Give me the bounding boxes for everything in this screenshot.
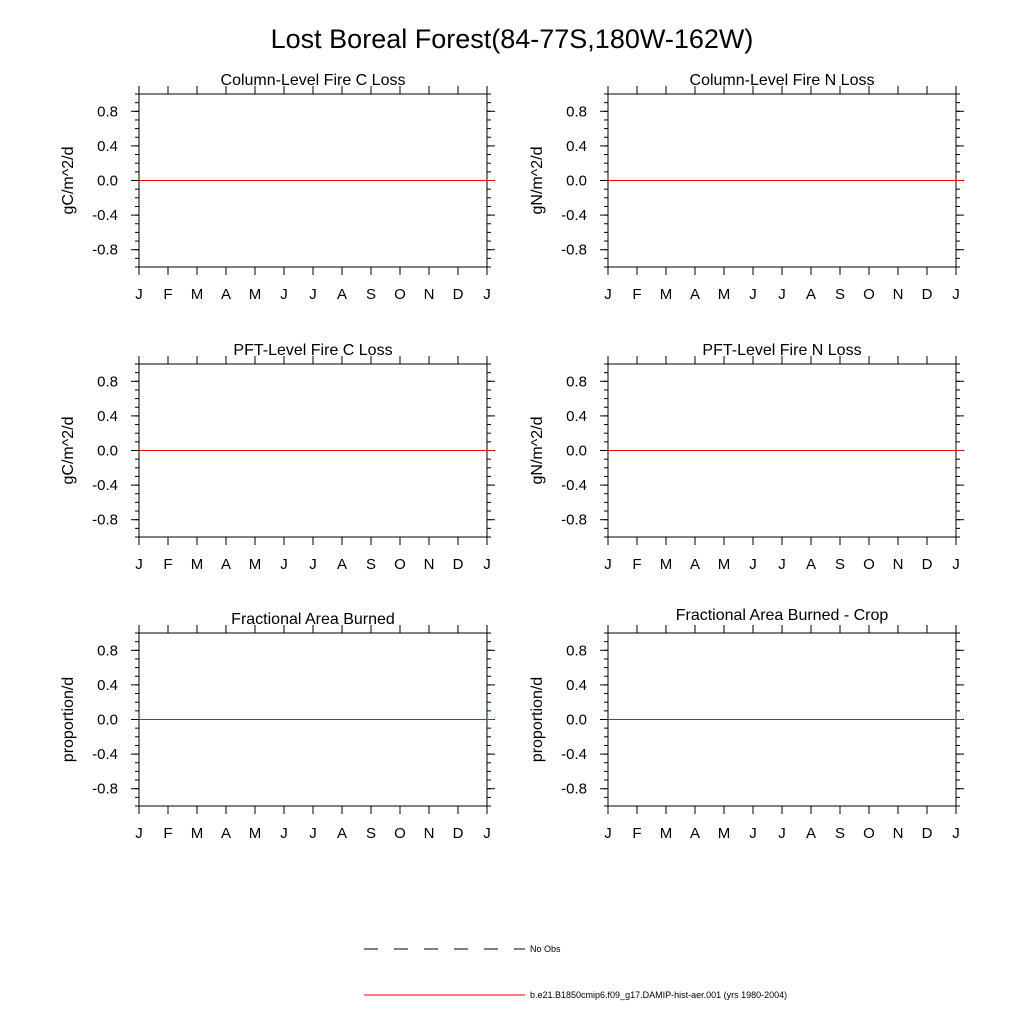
y-axis-label: gN/m^2/d: [529, 146, 546, 215]
y-tick-label: 0.4: [566, 676, 587, 694]
x-tick-label: N: [423, 825, 435, 842]
x-tick-label: D: [452, 825, 464, 842]
x-tick-label: M: [717, 286, 731, 303]
y-tick-label: -0.8: [92, 780, 118, 798]
panels: [60, 72, 964, 842]
x-tick-label: F: [163, 286, 173, 303]
x-tick-label: J: [280, 556, 288, 573]
panel-title: PFT-Level Fire N Loss: [702, 342, 862, 359]
x-tick-label: J: [604, 556, 612, 573]
x-tick-label: A: [689, 286, 701, 303]
x-tick-label: A: [220, 286, 232, 303]
x-tick-label: S: [834, 286, 846, 303]
x-tick-label: J: [135, 825, 143, 842]
x-tick-label: J: [280, 825, 288, 842]
x-tick-label: F: [163, 556, 173, 573]
x-tick-label: D: [452, 556, 464, 573]
y-tick-label: 0.8: [97, 103, 118, 121]
y-tick-label: 0.4: [566, 407, 587, 425]
x-tick-label: O: [394, 286, 406, 303]
y-tick-label: 0.8: [97, 642, 118, 660]
x-tick-label: O: [863, 286, 875, 303]
x-tick-label: J: [952, 286, 960, 303]
y-tick-label: -0.4: [561, 477, 587, 495]
x-tick-label: J: [309, 556, 317, 573]
x-tick-label: A: [220, 556, 232, 573]
x-tick-label: J: [952, 825, 960, 842]
y-tick-label: -0.4: [561, 746, 587, 764]
x-tick-label: M: [190, 286, 204, 303]
x-tick-label: J: [483, 825, 491, 842]
y-tick-label: -0.8: [561, 780, 587, 798]
x-tick-label: N: [423, 556, 435, 573]
x-tick-label: J: [778, 286, 786, 303]
x-tick-label: F: [163, 825, 173, 842]
x-tick-label: M: [659, 825, 673, 842]
x-tick-label: D: [921, 286, 933, 303]
x-tick-label: S: [365, 286, 377, 303]
y-axis-label: gN/m^2/d: [529, 416, 546, 485]
panel-4: [529, 342, 964, 573]
x-tick-label: M: [248, 825, 262, 842]
y-tick-label: 0.8: [566, 642, 587, 660]
x-tick-label: J: [778, 825, 786, 842]
x-tick-label: J: [778, 556, 786, 573]
panel-title: PFT-Level Fire C Loss: [233, 342, 393, 359]
y-tick-label: -0.8: [561, 511, 587, 529]
panel-1: [60, 72, 495, 303]
y-axis-label: proportion/d: [60, 676, 77, 763]
panel-6: [529, 607, 964, 842]
x-tick-label: M: [659, 286, 673, 303]
x-tick-label: J: [309, 286, 317, 303]
y-tick-label: -0.4: [92, 477, 118, 495]
y-tick-label: 0.8: [566, 103, 587, 121]
x-tick-label: A: [336, 825, 348, 842]
x-tick-label: J: [135, 286, 143, 303]
x-tick-label: M: [659, 556, 673, 573]
x-tick-label: F: [632, 286, 642, 303]
y-tick-label: 0.0: [97, 711, 118, 729]
x-tick-label: J: [749, 286, 757, 303]
x-tick-label: A: [689, 825, 701, 842]
x-tick-label: A: [220, 825, 232, 842]
x-tick-label: J: [749, 825, 757, 842]
panel-title: Column-Level Fire N Loss: [689, 72, 875, 89]
x-tick-label: A: [805, 825, 817, 842]
x-tick-label: N: [423, 286, 435, 303]
x-tick-label: J: [483, 286, 491, 303]
x-tick-label: S: [834, 825, 846, 842]
y-tick-label: -0.8: [92, 511, 118, 529]
y-tick-label: 0.0: [566, 442, 587, 460]
x-tick-label: O: [394, 556, 406, 573]
x-tick-label: O: [394, 825, 406, 842]
x-tick-label: J: [604, 825, 612, 842]
y-tick-label: 0.0: [97, 442, 118, 460]
x-tick-label: N: [892, 825, 904, 842]
y-tick-label: 0.0: [566, 172, 587, 190]
y-tick-label: 0.4: [97, 137, 118, 155]
y-tick-label: 0.4: [97, 676, 118, 694]
panel-5: [60, 611, 495, 842]
y-tick-label: 0.4: [566, 137, 587, 155]
figure-title: Lost Boreal Forest(84-77S,180W-162W): [270, 24, 754, 54]
x-tick-label: M: [248, 556, 262, 573]
x-tick-label: S: [365, 825, 377, 842]
x-tick-label: F: [632, 556, 642, 573]
x-tick-label: M: [190, 556, 204, 573]
x-tick-label: N: [892, 556, 904, 573]
x-tick-label: F: [632, 825, 642, 842]
x-tick-label: A: [336, 286, 348, 303]
x-tick-label: J: [604, 286, 612, 303]
legend-label-obs: No Obs: [530, 944, 561, 954]
y-tick-label: 0.4: [97, 407, 118, 425]
x-tick-label: M: [717, 825, 731, 842]
y-tick-label: -0.4: [561, 207, 587, 225]
x-tick-label: M: [248, 286, 262, 303]
x-tick-label: M: [190, 825, 204, 842]
legend: [364, 944, 787, 1000]
x-tick-label: M: [717, 556, 731, 573]
x-tick-label: D: [921, 825, 933, 842]
x-tick-label: J: [483, 556, 491, 573]
y-axis-label: proportion/d: [529, 676, 546, 763]
x-tick-label: O: [863, 556, 875, 573]
y-tick-label: 0.8: [566, 373, 587, 391]
panel-2: [529, 72, 964, 303]
panel-3: [60, 342, 495, 573]
x-tick-label: A: [805, 286, 817, 303]
y-axis-label: gC/m^2/d: [60, 146, 77, 215]
y-tick-label: 0.0: [566, 711, 587, 729]
x-tick-label: N: [892, 286, 904, 303]
y-axis-label: gC/m^2/d: [60, 416, 77, 485]
x-tick-label: J: [749, 556, 757, 573]
x-tick-label: S: [834, 556, 846, 573]
panel-title: Fractional Area Burned - Crop: [675, 607, 889, 624]
x-tick-label: A: [805, 556, 817, 573]
y-tick-label: -0.8: [92, 241, 118, 259]
x-tick-label: A: [689, 556, 701, 573]
y-tick-label: 0.8: [97, 373, 118, 391]
x-tick-label: J: [309, 825, 317, 842]
y-tick-label: 0.0: [97, 172, 118, 190]
legend-label-model: b.e21.B1850cmip6.f09_g17.DAMIP-hist-aer.001 (yrs 1980-2004): [530, 990, 788, 1000]
panel-title: Fractional Area Burned: [231, 611, 395, 628]
x-tick-label: D: [452, 286, 464, 303]
y-tick-label: -0.4: [92, 746, 118, 764]
panel-title: Column-Level Fire C Loss: [220, 72, 406, 89]
x-tick-label: J: [280, 286, 288, 303]
x-tick-label: A: [336, 556, 348, 573]
x-tick-label: J: [952, 556, 960, 573]
x-tick-label: D: [921, 556, 933, 573]
x-tick-label: O: [863, 825, 875, 842]
x-tick-label: S: [365, 556, 377, 573]
x-tick-label: J: [135, 556, 143, 573]
y-tick-label: -0.4: [92, 207, 118, 225]
y-tick-label: -0.8: [561, 241, 587, 259]
